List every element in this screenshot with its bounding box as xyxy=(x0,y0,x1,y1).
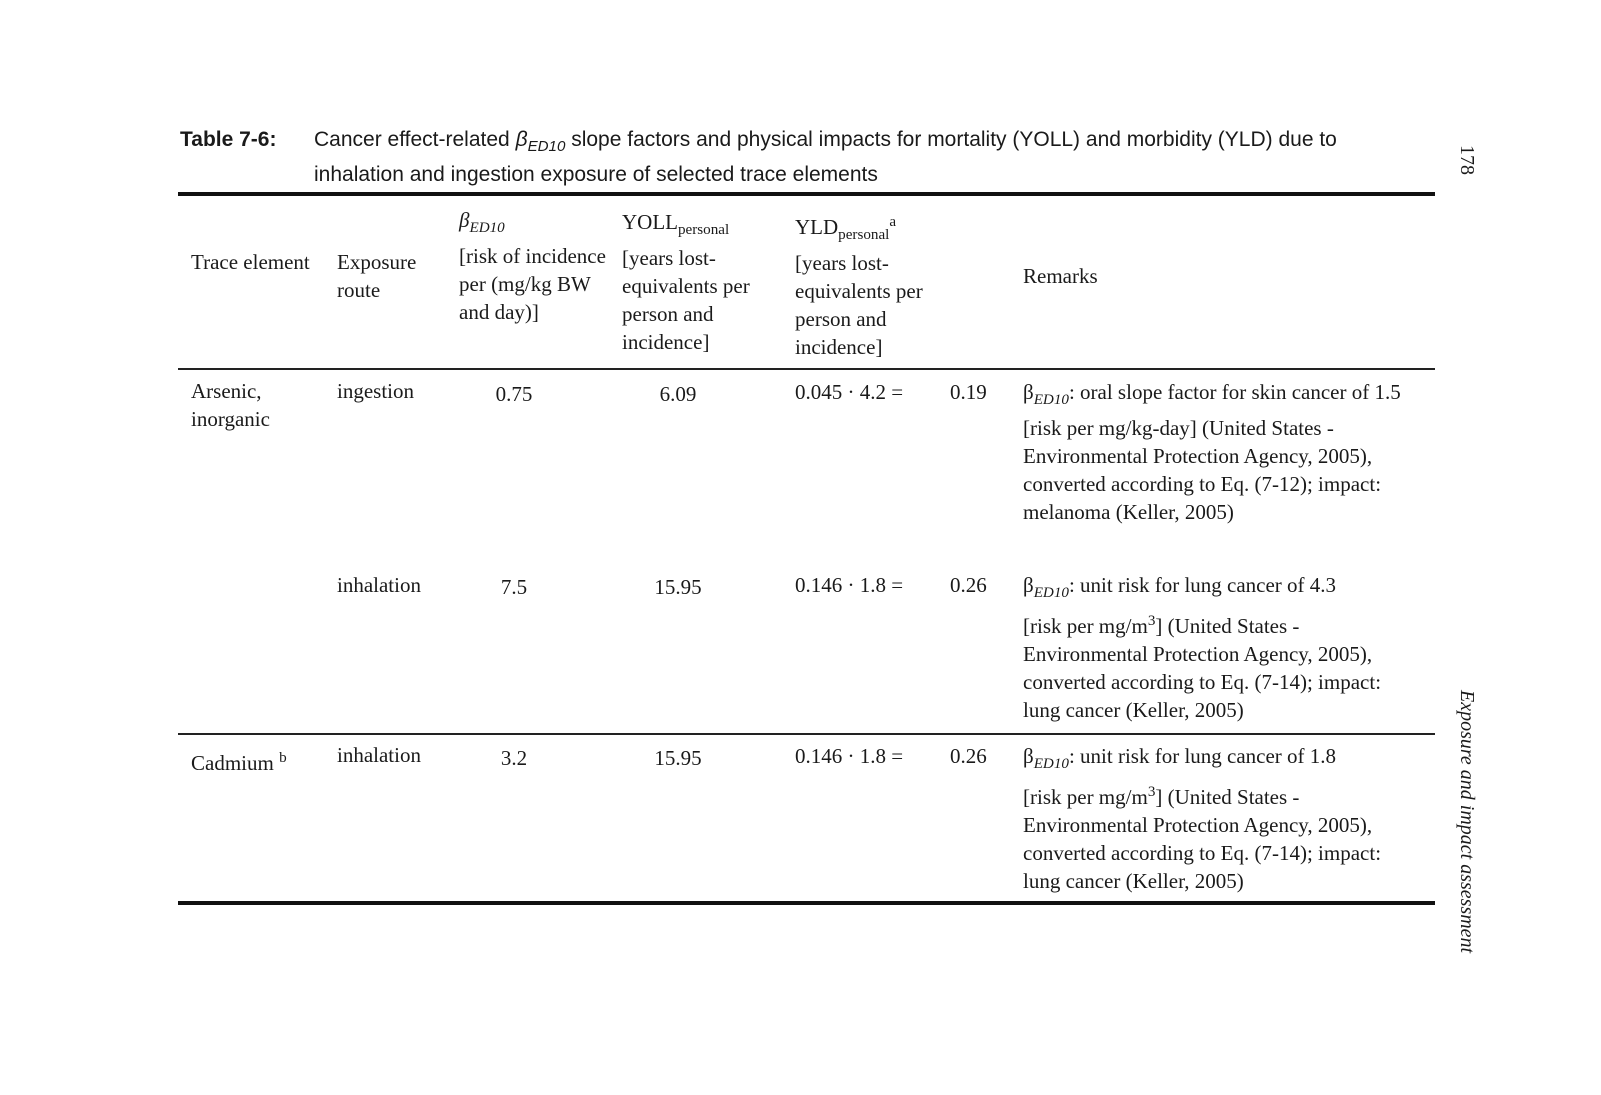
header-yoll: $YOLL_{personal}$ [years lost-equivalents per person and incidence] xyxy=(622,210,750,355)
row-2-beta: 7.5 xyxy=(500,575,528,599)
row-3-yld-formula: 0.146 · 1.8 = xyxy=(795,744,904,768)
header-trace-element: Trace element xyxy=(191,250,310,274)
table-caption xyxy=(180,126,1430,189)
row-3-route: inhalation xyxy=(337,743,421,767)
header-exposure-route: Exposure route xyxy=(337,250,417,302)
row-1-yoll: 6.09 xyxy=(659,382,697,406)
table-label: Table 7-6: xyxy=(180,128,277,151)
beta-symbol: $\beta_{ED10}$ xyxy=(515,128,566,156)
row-2-remarks: $\beta_{ED10}$: unit risk for lung cancer of 4.3 [risk per $mg/m^3$] (United States - Environmental Protection Agency, 2005), converted according to Eq. (7-14); impact: lung cancer (Keller, 2005) xyxy=(1023,573,1382,723)
row-2-yoll: 15.95 xyxy=(654,575,702,599)
row-1-element: Arsenic, inorganic xyxy=(191,379,270,431)
row-2-yld-formula: 0.146 · 1.8 = xyxy=(795,573,904,597)
row-3-yoll: 15.95 xyxy=(654,746,702,770)
caption-text: Cancer effect-related $\beta_{ED10}$ slope factors and physical impacts for mortality (YOLL) and morbidity (YLD) due to inhalation and ingestion exposure of selected trace elements xyxy=(314,128,1337,187)
row-3-beta: 3.2 xyxy=(500,746,528,770)
row-2-yld: 0.26 xyxy=(950,573,987,597)
row-2-route: inhalation xyxy=(337,573,421,597)
row-1-beta: 0.75 xyxy=(495,382,533,406)
row-1-yld-formula: 0.045 · 4.2 = xyxy=(795,380,904,404)
row-3-element: Cadmium $^b$ xyxy=(191,750,287,775)
row-1-route: ingestion xyxy=(337,379,414,403)
row-1-remarks: $\beta_{ED10}$: oral slope factor for skin cancer of 1.5 [risk per mg/kg-day] (United States - Environmental Protection Agency, 2005), converted according to Eq. (7-12); impact: melanoma (Keller, 2005) xyxy=(1023,380,1401,525)
row-3-yld: 0.26 xyxy=(950,744,987,768)
header-remarks: Remarks xyxy=(1023,264,1098,288)
header-beta: $\beta_{ED10}$ [risk of incidence per (mg/kg BW and day)] xyxy=(459,208,606,325)
table-bottom-rule xyxy=(178,901,1435,905)
row-3-remarks: $\beta_{ED10}$: unit risk for lung cancer of 1.8 [risk per $mg/m^3$] (United States - Environmental Protection Agency, 2005), converted according to Eq. (7-14); impact: lung cancer (Keller, 2005) xyxy=(1023,744,1382,894)
row-1-yld: 0.19 xyxy=(950,380,987,404)
table-top-rule xyxy=(178,192,1435,196)
running-title: Exposure and impact assessment xyxy=(1456,690,1478,954)
header-bottom-rule xyxy=(178,368,1435,370)
page-number: 178 xyxy=(1456,145,1478,175)
row-divider xyxy=(178,733,1435,735)
header-yld: $YLD_{personal}^a$ [years lost-equivalents per person and incidence] xyxy=(795,214,923,360)
